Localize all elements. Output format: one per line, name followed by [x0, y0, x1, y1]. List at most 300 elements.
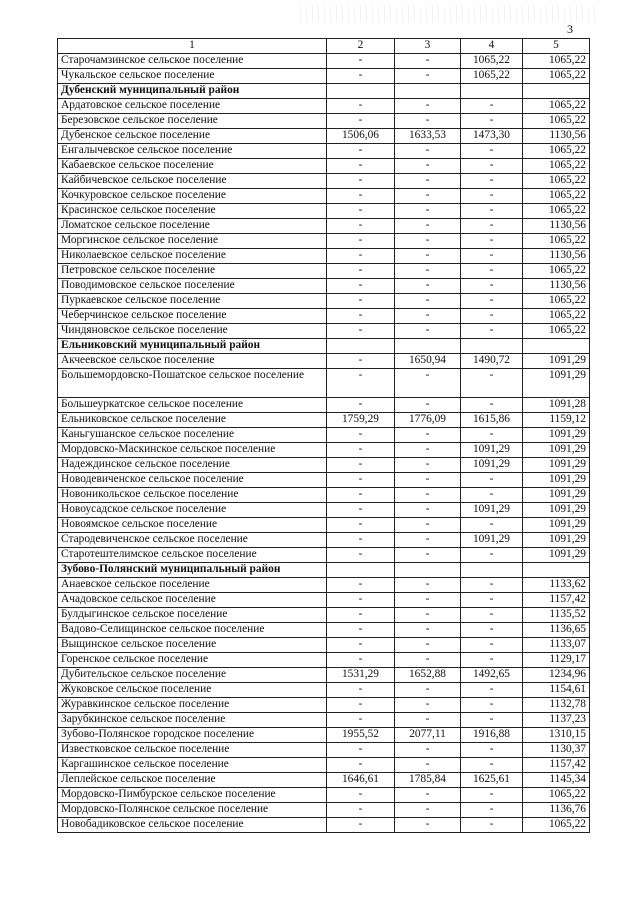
table-row: [58, 69, 590, 84]
empty-cell: [523, 339, 590, 354]
value-cell-col-3: -: [395, 324, 461, 339]
table-row: [58, 653, 590, 668]
column-header: 2: [327, 39, 395, 54]
value-cell-col-5: 1065,22: [523, 294, 590, 309]
value-cell-col-5: 1065,22: [523, 174, 590, 189]
settlement-name: Булдыгинское сельское поселение: [58, 608, 327, 623]
table-row: [58, 638, 590, 653]
value-cell-col-4: -: [461, 758, 523, 773]
value-cell-col-2: 1506,06: [327, 129, 395, 144]
table-row: [58, 503, 590, 518]
empty-cell: [327, 84, 395, 99]
value-cell-col-4: -: [461, 264, 523, 279]
table-row: [58, 743, 590, 758]
table-row: [58, 324, 590, 339]
value-cell-col-2: -: [327, 533, 395, 548]
value-cell-col-3: -: [395, 698, 461, 713]
value-cell-col-2: -: [327, 578, 395, 593]
value-cell-col-5: 1159,12: [523, 413, 590, 428]
value-cell-col-4: -: [461, 174, 523, 189]
value-cell-col-2: -: [327, 324, 395, 339]
value-cell-col-5: 1065,22: [523, 159, 590, 174]
value-cell-col-3: -: [395, 114, 461, 129]
value-cell-col-3: -: [395, 683, 461, 698]
table-row: [58, 428, 590, 443]
value-cell-col-4: -: [461, 698, 523, 713]
value-cell-col-5: 1065,22: [523, 788, 590, 803]
settlement-name: Ельниковское сельское поселение: [58, 413, 327, 428]
settlement-name: Березовское сельское поселение: [58, 114, 327, 129]
value-cell-col-2: -: [327, 219, 395, 234]
table-row: [58, 354, 590, 369]
value-cell-col-3: 1652,88: [395, 668, 461, 683]
value-cell-col-2: -: [327, 264, 395, 279]
value-cell-col-3: -: [395, 638, 461, 653]
value-cell-col-4: -: [461, 114, 523, 129]
value-cell-col-3: -: [395, 623, 461, 638]
table-row: [58, 458, 590, 473]
value-cell-col-4: -: [461, 818, 523, 833]
value-cell-col-4: 1091,29: [461, 443, 523, 458]
table-row: [58, 279, 590, 294]
table-row: [58, 174, 590, 189]
settlement-name: Большеуркатское сельское поселение: [58, 398, 327, 413]
value-cell-col-4: -: [461, 294, 523, 309]
value-cell-col-4: 1091,29: [461, 458, 523, 473]
value-cell-col-3: -: [395, 488, 461, 503]
value-cell-col-3: -: [395, 264, 461, 279]
value-cell-col-4: -: [461, 578, 523, 593]
value-cell-col-4: -: [461, 653, 523, 668]
value-cell-col-2: -: [327, 608, 395, 623]
value-cell-col-3: -: [395, 309, 461, 324]
value-cell-col-4: -: [461, 159, 523, 174]
value-cell-col-4: 1065,22: [461, 69, 523, 84]
value-cell-col-3: -: [395, 653, 461, 668]
value-cell-col-5: 1091,29: [523, 354, 590, 369]
table-row: [58, 713, 590, 728]
column-header: 5: [523, 39, 590, 54]
value-cell-col-4: -: [461, 369, 523, 398]
settlement-name: Мордовско-Полянское сельское поселение: [58, 803, 327, 818]
value-cell-col-4: -: [461, 623, 523, 638]
value-cell-col-4: -: [461, 309, 523, 324]
value-cell-col-3: -: [395, 234, 461, 249]
table-row: [58, 144, 590, 159]
table-row: [58, 548, 590, 563]
settlement-name: Вадово-Селищинское сельское поселение: [58, 623, 327, 638]
value-cell-col-5: 1065,22: [523, 144, 590, 159]
value-cell-col-4: -: [461, 743, 523, 758]
value-cell-col-3: -: [395, 713, 461, 728]
value-cell-col-4: 1492,65: [461, 668, 523, 683]
district-header-row: [58, 339, 590, 354]
settlement-name: Новоусадское сельское поселение: [58, 503, 327, 518]
settlement-name: Надеждинское сельское поселение: [58, 458, 327, 473]
table-row: [58, 249, 590, 264]
value-cell-col-2: -: [327, 144, 395, 159]
settlement-name: Горенское сельское поселение: [58, 653, 327, 668]
value-cell-col-2: -: [327, 69, 395, 84]
value-cell-col-3: -: [395, 204, 461, 219]
value-cell-col-5: 1065,22: [523, 189, 590, 204]
value-cell-col-3: -: [395, 608, 461, 623]
value-cell-col-2: -: [327, 713, 395, 728]
table-row: [58, 54, 590, 69]
settlement-name: Большемордовско-Пошатское сельское поселение: [58, 369, 327, 398]
value-cell-col-2: -: [327, 803, 395, 818]
empty-cell: [461, 339, 523, 354]
value-cell-col-3: -: [395, 159, 461, 174]
value-cell-col-5: 1091,29: [523, 488, 590, 503]
value-cell-col-2: -: [327, 54, 395, 69]
settlement-name: Новоямское сельское поселение: [58, 518, 327, 533]
value-cell-col-4: -: [461, 398, 523, 413]
value-cell-col-5: 1129,17: [523, 653, 590, 668]
settlement-name: Поводимовское сельское поселение: [58, 279, 327, 294]
value-cell-col-4: -: [461, 593, 523, 608]
table-row: [58, 294, 590, 309]
value-cell-col-5: 1091,28: [523, 398, 590, 413]
value-cell-col-5: 1157,42: [523, 593, 590, 608]
value-cell-col-2: -: [327, 788, 395, 803]
value-cell-col-2: -: [327, 398, 395, 413]
value-cell-col-2: -: [327, 458, 395, 473]
value-cell-col-5: 1065,22: [523, 818, 590, 833]
value-cell-col-3: 1650,94: [395, 354, 461, 369]
value-cell-col-2: -: [327, 174, 395, 189]
table-row: [58, 683, 590, 698]
settlement-name: Пуркаевское сельское поселение: [58, 294, 327, 309]
settlement-name: Кабаевское сельское поселение: [58, 159, 327, 174]
value-cell-col-2: -: [327, 743, 395, 758]
value-cell-col-5: 1065,22: [523, 69, 590, 84]
settlement-name: Известковское сельское поселение: [58, 743, 327, 758]
settlement-name: Старочамзинское сельское поселение: [58, 54, 327, 69]
settlement-name: Новоникольское сельское поселение: [58, 488, 327, 503]
value-cell-col-4: -: [461, 683, 523, 698]
value-cell-col-3: -: [395, 428, 461, 443]
value-cell-col-5: 1130,37: [523, 743, 590, 758]
value-cell-col-3: -: [395, 69, 461, 84]
settlement-name: Журавкинское сельское поселение: [58, 698, 327, 713]
table-row: [58, 219, 590, 234]
value-cell-col-5: 1091,29: [523, 473, 590, 488]
column-header: 1: [58, 39, 327, 54]
value-cell-col-3: -: [395, 803, 461, 818]
settlement-name: Николаевское сельское поселение: [58, 249, 327, 264]
empty-cell: [327, 339, 395, 354]
settlement-name: Каньгушанское сельское поселение: [58, 428, 327, 443]
settlement-name: Дубительское сельское поселение: [58, 668, 327, 683]
value-cell-col-2: -: [327, 309, 395, 324]
table-row: [58, 264, 590, 279]
settlement-name: Леплейское сельское поселение: [58, 773, 327, 788]
empty-cell: [395, 563, 461, 578]
value-cell-col-2: -: [327, 698, 395, 713]
value-cell-col-4: -: [461, 428, 523, 443]
value-cell-col-4: -: [461, 219, 523, 234]
value-cell-col-5: 1133,07: [523, 638, 590, 653]
column-header: 3: [395, 39, 461, 54]
table-row: [58, 788, 590, 803]
table-row: [58, 443, 590, 458]
value-cell-col-5: 1136,76: [523, 803, 590, 818]
value-cell-col-4: 1065,22: [461, 54, 523, 69]
value-cell-col-3: -: [395, 578, 461, 593]
value-cell-col-4: 1916,88: [461, 728, 523, 743]
settlement-name: Ачадовское сельское поселение: [58, 593, 327, 608]
table-row: [58, 204, 590, 219]
empty-cell: [395, 339, 461, 354]
value-cell-col-3: -: [395, 144, 461, 159]
table-row: [58, 593, 590, 608]
value-cell-col-5: 1065,22: [523, 114, 590, 129]
value-cell-col-3: -: [395, 548, 461, 563]
table-row: [58, 114, 590, 129]
value-cell-col-3: -: [395, 398, 461, 413]
value-cell-col-2: -: [327, 428, 395, 443]
value-cell-col-5: 1065,22: [523, 234, 590, 249]
value-cell-col-3: -: [395, 458, 461, 473]
table-row: [58, 99, 590, 114]
table-row: [58, 159, 590, 174]
settlement-name: Чеберчинское сельское поселение: [58, 309, 327, 324]
settlement-name: Зарубкинское сельское поселение: [58, 713, 327, 728]
value-cell-col-3: -: [395, 533, 461, 548]
value-cell-col-4: 1091,29: [461, 503, 523, 518]
value-cell-col-5: 1091,29: [523, 443, 590, 458]
table-row: [58, 189, 590, 204]
value-cell-col-3: -: [395, 758, 461, 773]
table-body: [58, 54, 590, 833]
value-cell-col-2: 1955,52: [327, 728, 395, 743]
value-cell-col-2: -: [327, 638, 395, 653]
district-name: Ельниковский муниципальный район: [58, 339, 327, 354]
value-cell-col-3: -: [395, 189, 461, 204]
settlement-name: Новобадиковское сельское поселение: [58, 818, 327, 833]
value-cell-col-5: 1091,29: [523, 533, 590, 548]
table-row: [58, 578, 590, 593]
value-cell-col-5: 1137,23: [523, 713, 590, 728]
value-cell-col-3: -: [395, 518, 461, 533]
settlement-name: Выщинское сельское поселение: [58, 638, 327, 653]
value-cell-col-2: -: [327, 99, 395, 114]
table-row: [58, 129, 590, 144]
table-row: [58, 309, 590, 324]
table-row: [58, 488, 590, 503]
value-cell-col-2: -: [327, 234, 395, 249]
district-header-row: [58, 84, 590, 99]
table-row: [58, 518, 590, 533]
value-cell-col-2: -: [327, 279, 395, 294]
empty-cell: [523, 563, 590, 578]
table-row: [58, 623, 590, 638]
settlement-name: Стародевиченское сельское поселение: [58, 533, 327, 548]
empty-cell: [461, 563, 523, 578]
value-cell-col-2: -: [327, 189, 395, 204]
value-cell-col-3: 2077,11: [395, 728, 461, 743]
settlement-name: Акчеевское сельское поселение: [58, 354, 327, 369]
table-row: [58, 608, 590, 623]
value-cell-col-3: -: [395, 99, 461, 114]
value-cell-col-4: -: [461, 788, 523, 803]
tariff-table: [57, 38, 590, 833]
value-cell-col-2: -: [327, 683, 395, 698]
settlement-name: Кайбичевское сельское поселение: [58, 174, 327, 189]
value-cell-col-5: 1130,56: [523, 129, 590, 144]
value-cell-col-4: 1473,30: [461, 129, 523, 144]
value-cell-col-4: 1091,29: [461, 533, 523, 548]
settlement-name: Дубенское сельское поселение: [58, 129, 327, 144]
value-cell-col-4: -: [461, 488, 523, 503]
value-cell-col-5: 1065,22: [523, 264, 590, 279]
value-cell-col-2: -: [327, 294, 395, 309]
value-cell-col-2: -: [327, 114, 395, 129]
value-cell-col-2: -: [327, 473, 395, 488]
settlement-name: Мордовско-Пимбурское сельское поселение: [58, 788, 327, 803]
table-row: [58, 234, 590, 249]
value-cell-col-4: -: [461, 713, 523, 728]
value-cell-col-2: -: [327, 518, 395, 533]
value-cell-col-2: -: [327, 488, 395, 503]
value-cell-col-5: 1091,29: [523, 548, 590, 563]
value-cell-col-3: -: [395, 369, 461, 398]
settlement-name: Петровское сельское поселение: [58, 264, 327, 279]
value-cell-col-5: 1130,56: [523, 249, 590, 264]
value-cell-col-5: 1065,22: [523, 204, 590, 219]
value-cell-col-5: 1136,65: [523, 623, 590, 638]
scan-noise: [300, 6, 600, 22]
value-cell-col-4: -: [461, 324, 523, 339]
table-row: [58, 773, 590, 788]
value-cell-col-2: -: [327, 758, 395, 773]
value-cell-col-5: 1065,22: [523, 324, 590, 339]
value-cell-col-3: -: [395, 294, 461, 309]
empty-cell: [327, 563, 395, 578]
value-cell-col-5: 1065,22: [523, 99, 590, 114]
value-cell-col-4: -: [461, 249, 523, 264]
settlement-name: Анаевское сельское поселение: [58, 578, 327, 593]
settlement-name: Ломатское сельское поселение: [58, 219, 327, 234]
value-cell-col-4: 1615,86: [461, 413, 523, 428]
value-cell-col-5: 1091,29: [523, 369, 590, 398]
value-cell-col-4: -: [461, 189, 523, 204]
value-cell-col-3: 1785,84: [395, 773, 461, 788]
value-cell-col-5: 1091,29: [523, 458, 590, 473]
value-cell-col-3: -: [395, 174, 461, 189]
value-cell-col-5: 1091,29: [523, 428, 590, 443]
settlement-name: Новодевиченское сельское поселение: [58, 473, 327, 488]
empty-cell: [395, 84, 461, 99]
value-cell-col-4: -: [461, 638, 523, 653]
value-cell-col-2: -: [327, 354, 395, 369]
value-cell-col-4: -: [461, 234, 523, 249]
district-header-row: [58, 563, 590, 578]
value-cell-col-5: 1133,62: [523, 578, 590, 593]
settlement-name: Чиндяновское сельское поселение: [58, 324, 327, 339]
page-number: 3: [567, 22, 573, 36]
value-cell-col-5: 1234,96: [523, 668, 590, 683]
value-cell-col-5: 1130,56: [523, 279, 590, 294]
table-row: [58, 398, 590, 413]
settlement-name: Старотештелимское сельское поселение: [58, 548, 327, 563]
value-cell-col-3: -: [395, 788, 461, 803]
table-row: [58, 818, 590, 833]
value-cell-col-5: 1157,42: [523, 758, 590, 773]
value-cell-col-3: -: [395, 743, 461, 758]
settlement-name: Кочкуровское сельское поселение: [58, 189, 327, 204]
value-cell-col-4: -: [461, 204, 523, 219]
settlement-name: Каргашинское сельское поселение: [58, 758, 327, 773]
table-row: [58, 369, 590, 398]
value-cell-col-5: 1145,34: [523, 773, 590, 788]
table-row: [58, 413, 590, 428]
settlement-name: Енгалычевское сельское поселение: [58, 144, 327, 159]
table-row: [58, 473, 590, 488]
value-cell-col-4: 1625,61: [461, 773, 523, 788]
settlement-name: Мордовско-Маскинское сельское поселение: [58, 443, 327, 458]
value-cell-col-5: 1130,56: [523, 219, 590, 234]
value-cell-col-2: -: [327, 623, 395, 638]
table-row: [58, 803, 590, 818]
district-name: Зубово-Полянский муниципальный район: [58, 563, 327, 578]
value-cell-col-3: -: [395, 818, 461, 833]
value-cell-col-2: -: [327, 653, 395, 668]
value-cell-col-4: -: [461, 548, 523, 563]
settlement-name: Зубово-Полянское городское поселение: [58, 728, 327, 743]
column-header: 4: [461, 39, 523, 54]
value-cell-col-4: 1490,72: [461, 354, 523, 369]
value-cell-col-2: -: [327, 548, 395, 563]
value-cell-col-2: -: [327, 204, 395, 219]
value-cell-col-2: 1531,29: [327, 668, 395, 683]
value-cell-col-5: 1091,29: [523, 503, 590, 518]
table-row: [58, 533, 590, 548]
value-cell-col-3: -: [395, 279, 461, 294]
table-header-row: [58, 39, 590, 54]
settlement-name: Чукальское сельское поселение: [58, 69, 327, 84]
value-cell-col-4: -: [461, 803, 523, 818]
empty-cell: [461, 84, 523, 99]
table-row: [58, 668, 590, 683]
value-cell-col-3: -: [395, 503, 461, 518]
table-row: [58, 758, 590, 773]
value-cell-col-3: -: [395, 443, 461, 458]
value-cell-col-2: -: [327, 443, 395, 458]
table-row: [58, 698, 590, 713]
value-cell-col-3: -: [395, 219, 461, 234]
value-cell-col-5: 1065,22: [523, 54, 590, 69]
value-cell-col-2: -: [327, 503, 395, 518]
value-cell-col-2: -: [327, 369, 395, 398]
value-cell-col-2: -: [327, 249, 395, 264]
value-cell-col-5: 1154,61: [523, 683, 590, 698]
settlement-name: Моргинское сельское поселение: [58, 234, 327, 249]
value-cell-col-2: 1759,29: [327, 413, 395, 428]
value-cell-col-3: 1776,09: [395, 413, 461, 428]
value-cell-col-5: 1135,52: [523, 608, 590, 623]
value-cell-col-5: 1065,22: [523, 309, 590, 324]
district-name: Дубенский муниципальный район: [58, 84, 327, 99]
table-row: [58, 728, 590, 743]
value-cell-col-4: -: [461, 99, 523, 114]
value-cell-col-2: 1646,61: [327, 773, 395, 788]
value-cell-col-4: -: [461, 279, 523, 294]
settlement-name: Жуковское сельское поселение: [58, 683, 327, 698]
settlement-name: Красинское сельское поселение: [58, 204, 327, 219]
value-cell-col-2: -: [327, 818, 395, 833]
